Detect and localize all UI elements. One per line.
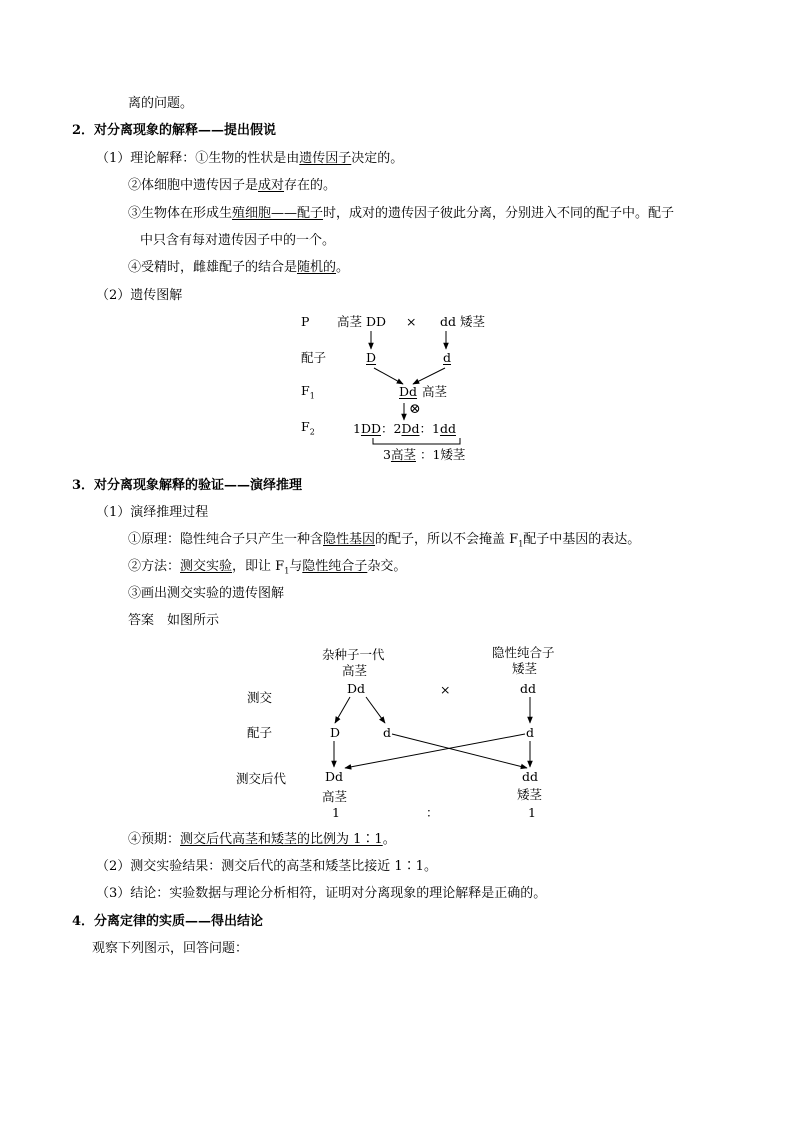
gamete-D: D (366, 350, 377, 365)
hybrid-phenotype: 高茎 (342, 663, 368, 678)
gamete-label: 配子 (301, 350, 327, 365)
offspring-1-genotype: Dd (325, 769, 344, 784)
self-cross-icon: ⊗ (409, 401, 421, 417)
section-4-title: 4．分离定律的实质——得出结论 (72, 914, 264, 929)
s3-draw-diagram: ③画出测交实验的遗传图解 (128, 586, 285, 601)
gamete-d: d (443, 350, 452, 365)
f1-label: $F_1$ (301, 383, 315, 401)
f2-phenotype-ratio: 3高茎 ：1矮茎 (383, 447, 466, 462)
recessive-phenotype: 矮茎 (512, 661, 538, 676)
testcross-cross-symbol: × (440, 682, 451, 697)
arrow-hybrid-to-D (335, 697, 350, 723)
hybrid-label: 杂种子一代 (322, 647, 385, 662)
arrow-hybrid-to-d (366, 697, 385, 723)
p-tall-parent: 高茎 DD (337, 314, 387, 329)
s2-theory-3-cont: 中只含有每对遗传因子中的一个。 (140, 233, 336, 248)
s3-conclusion: （3）结论：实验数据与理论分析相符，证明对分离现象的理论解释是正确的。 (96, 886, 547, 901)
recessive-label: 隐性纯合子 (492, 645, 555, 660)
offspring-1-phenotype: 高茎 (322, 789, 348, 804)
s2-theory-3: ③生物体在形成生殖细胞——配子时，成对的遗传因子彼此分离，分别进入不同的配子中。配子 (128, 206, 675, 221)
p-cross-symbol: × (406, 314, 417, 329)
f2-genotype-ratio: 1DD：2Dd：1dd (353, 421, 456, 436)
testcross-gamete-label: 配子 (247, 725, 273, 740)
f1-phenotype: 高茎 (422, 384, 448, 399)
s2-theory-4: ④受精时，雌雄配子的结合是随机的。 (128, 260, 350, 275)
offspring-2-genotype: dd (522, 769, 539, 784)
testcross-label: 测交 (247, 690, 273, 705)
section-2-title: 2．对分离现象的解释——提出假说 (72, 123, 277, 138)
s3-result: （2）测交实验结果：测交后代的高茎和矮茎比接近 1∶1。 (96, 859, 437, 874)
testcross-gamete-d1: d (383, 725, 392, 740)
intro-tail: 离的问题。 (128, 96, 194, 111)
f1-genotype: Dd (399, 384, 418, 399)
offspring-2-ratio: 1 (528, 805, 536, 820)
offspring-ratio-colon: ： (426, 805, 439, 820)
p-label: P (301, 314, 310, 329)
s3-heading-1: （1）演绎推理过程 (96, 505, 209, 520)
s2-theory-1: （1）理论解释：①生物的性状是由遗传因子决定的。 (96, 151, 404, 166)
arrow-d2-to-Dd (345, 734, 525, 768)
section-3-title: 3．对分离现象解释的验证——演绎推理 (72, 478, 303, 493)
hybrid-genotype: Dd (347, 681, 366, 696)
offspring-1-ratio: 1 (332, 805, 340, 820)
s4-instruction: 观察下列图示，回答问题： (92, 941, 249, 956)
offspring-2-phenotype: 矮茎 (517, 787, 543, 802)
s3-method: ②方法：测交实验，即让 $F_1$与隐性纯合子杂交。 (128, 559, 407, 576)
s2-theory-2: ②体细胞中遗传因子是成对存在的。 (128, 178, 337, 193)
offspring-label: 测交后代 (236, 771, 287, 786)
s3-prediction: ④预期：测交后代高茎和矮茎的比例为 1∶1。 (128, 832, 396, 847)
arrow-d1-to-dd (392, 734, 527, 768)
testcross-gamete-D: D (330, 725, 341, 740)
recessive-genotype: dd (520, 681, 537, 696)
f2-label: $F_2$ (301, 419, 315, 437)
s3-principle: ①原理：隐性纯合子只产生一种含隐性基因的配子，所以不会掩盖 $F_1$配子中基因的表达。 (128, 532, 641, 549)
s3-answer: 答案 如图所示 (128, 613, 220, 628)
testcross-gamete-d2: d (526, 725, 535, 740)
p-short-parent: dd 矮茎 (440, 314, 485, 329)
s2-diagram-heading: （2）遗传图解 (96, 288, 183, 303)
